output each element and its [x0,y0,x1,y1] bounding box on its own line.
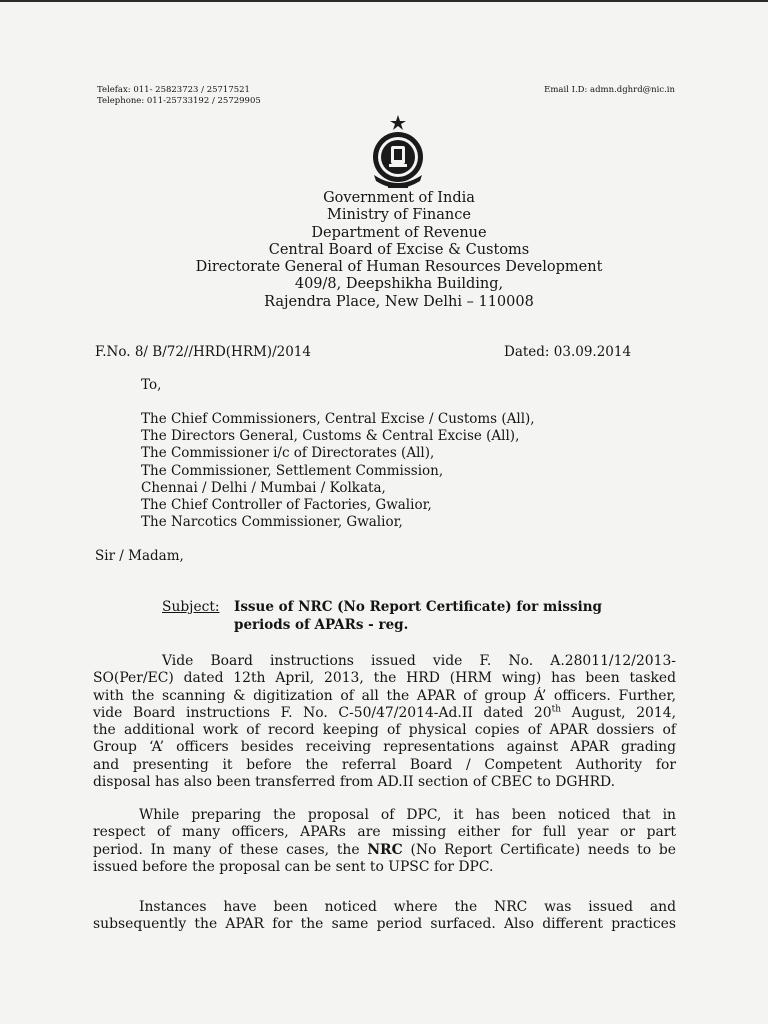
body-text: August, 2014, [561,704,676,721]
subject-line: periods of APARs - reg. [234,616,409,633]
paragraph-3 [93,899,676,934]
superscript: th [551,704,562,715]
header-line: Central Board of Excise & Customs [268,241,530,258]
body-line: disposal has also been transferred from AD.II section of CBEC to DGHRD. [93,774,616,791]
subject-label: Subject: [162,599,220,615]
email-line: Email I.D: admn.dghrd@nic.in [544,85,675,95]
body-line: Vide Board instructions issued vide F. No. A.28011/12/2013- [162,653,676,669]
body-line: Instances have been noticed where the NRC was issued and [139,899,676,915]
subject-line: Issue of NRC (No Report Certificate) for missing [234,599,602,615]
page-top-edge [0,0,768,2]
body-text: vide Board instructions F. No. C-50/47/2014-Ad.II dated 20 [93,704,552,721]
telefax-line: Telefax: 011- 25823723 / 25717521 [97,85,250,95]
contact-numbers [97,85,261,107]
body-line: issued before the proposal can be sent to UPSC for DPC. [93,858,494,875]
body-text: (No Report Certificate) needs to be [402,841,676,858]
file-number: F.No. 8/ B/72//HRD(HRM)/2014 [95,344,311,360]
body-line: subsequently the APAR for the same period surfaced. Also different practices [93,916,676,933]
paragraph-2 [93,807,676,876]
body-line: SO(Per/EC) dated 12th April, 2013, the HRD (HRM wing) has been tasked [93,670,676,687]
header-line: 409/8, Deepshikha Building, [294,276,504,293]
header-line: Government of India [323,190,475,206]
body-line: the additional work of record keeping of physical copies of APAR dossiers of [93,722,676,739]
body-line [93,842,676,859]
addressee-line: The Chief Commissioners, Central Excise / Customs (All), [141,411,535,427]
to-label: To, [141,377,162,393]
paragraph-1 [93,653,676,791]
header-line: Directorate General of Human Resources Development [195,259,603,276]
header-line: Rajendra Place, New Delhi – 110008 [264,293,534,310]
date: Dated: 03.09.2014 [504,344,632,360]
cbec-emblem-icon [360,113,436,193]
body-line: Group ‘A’ officers besides receiving representations against APAR grading [93,739,676,756]
body-line: with the scanning & digitization of all the APAR of group Á’ officers. Further, [93,687,676,704]
addressee-line: The Commissioner i/c of Directorates (All), [141,445,435,462]
body-line: respect of many officers, APARs are missing either for full year or part [93,824,676,841]
addressee-line: The Chief Controller of Factories, Gwalior, [141,497,432,514]
addressee-line: The Commissioner, Settlement Commission, [141,462,444,479]
addressee-line: Chennai / Delhi / Mumbai / Kolkata, [141,479,386,496]
addressee-list [141,411,535,531]
addressee-line: The Narcotics Commissioner, Gwalior, [141,514,403,531]
body-text: period. In many of these cases, the [93,841,368,858]
addressee-line: The Directors General, Customs & Central Excise (All), [141,428,520,445]
salutation: Sir / Madam, [95,548,184,564]
nrc-bold: NRC [367,841,403,858]
telephone-line: Telephone: 011-25733192 / 25729905 [97,96,261,106]
body-line: and presenting it before the referral Board / Competent Authority for [93,756,676,773]
body-line [93,705,676,722]
letterhead [0,190,768,311]
header-line: Ministry of Finance [327,207,471,224]
header-line: Department of Revenue [311,224,487,241]
subject-text [234,599,602,634]
body-line: While preparing the proposal of DPC, it has been noticed that in [139,807,676,823]
